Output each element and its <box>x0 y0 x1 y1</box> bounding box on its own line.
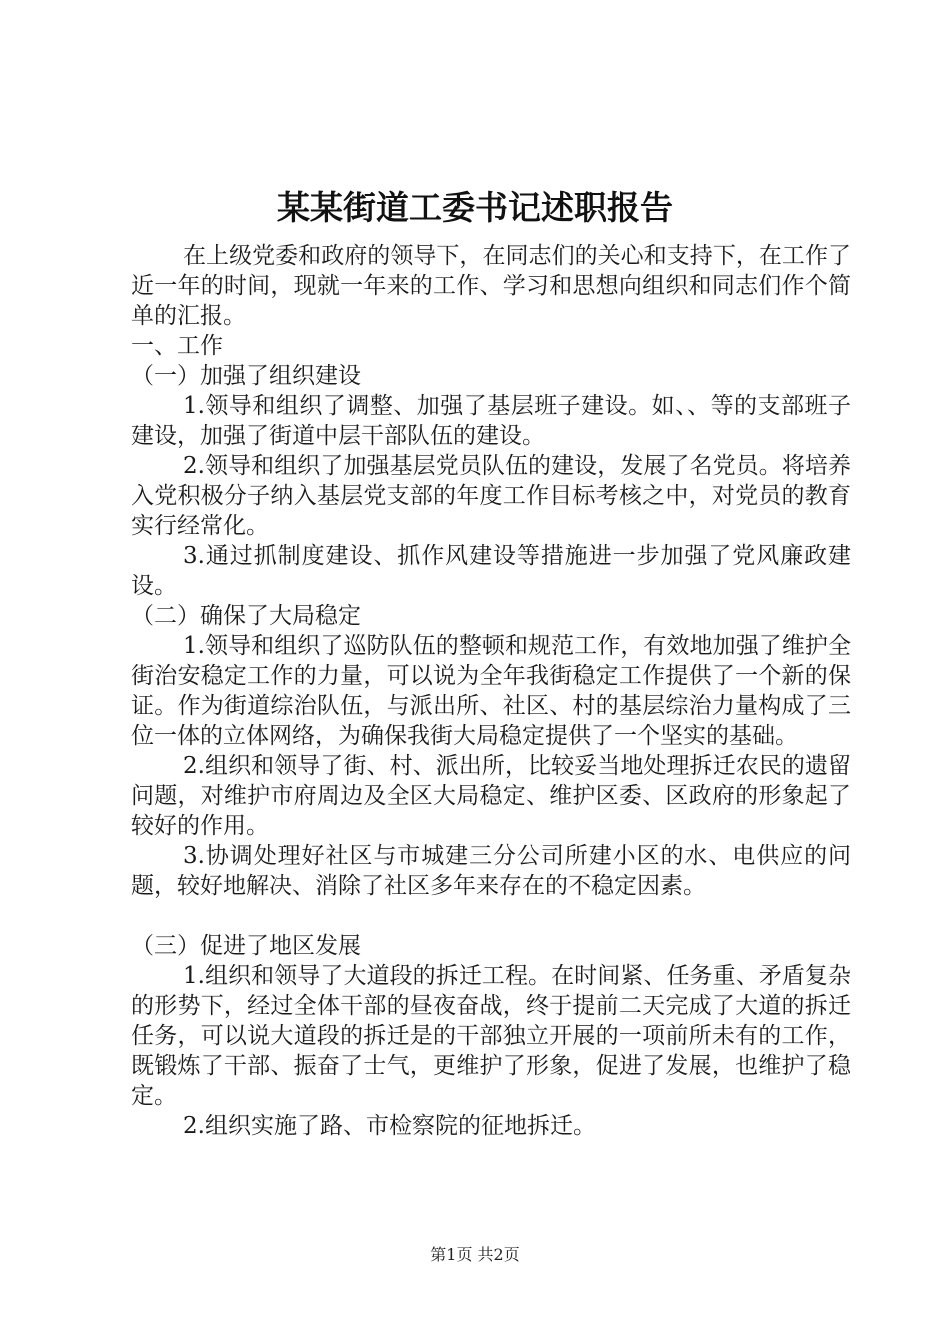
paragraph-2-2: 2.组织和领导了街、村、派出所，比较妥当地处理拆迁农民的遗留问题，对维护市府周边及全区大局稳定、维护区委、区政府的形象起了较好的作用。 <box>131 753 851 839</box>
subsection-heading-1: （一）加强了组织建设 <box>131 363 361 389</box>
paragraph-3-1: 1.组织和领导了大道段的拆迁工程。在时间紧、任务重、矛盾复杂的形势下，经过全体干部的昼夜奋战，终于提前二天完成了大道的拆迁任务，可以说大道段的拆迁是的干部独立开展的一项前所未有的工作，既锻炼了干部、振奋了士气，更维护了形象，促进了发展，也维护了稳定。 <box>131 963 851 1109</box>
paragraph-2-3: 3.协调处理好社区与市城建三分公司所建小区的水、电供应的问题，较好地解决、消除了社区多年来存在的不稳定因素。 <box>131 843 851 899</box>
paragraph-1-1: 1.领导和组织了调整、加强了基层班子建设。如、、等的支部班子建设，加强了街道中层干部队伍的建设。 <box>131 393 851 449</box>
intro-paragraph: 在上级党委和政府的领导下，在同志们的关心和支持下，在工作了近一年的时间，现就一年来的工作、学习和思想向组织和同志们作个简单的汇报。 <box>131 243 851 329</box>
paragraph-1-3: 3.通过抓制度建设、抓作风建设等措施进一步加强了党风廉政建设。 <box>131 543 851 599</box>
subsection-heading-2: （二）确保了大局稳定 <box>131 603 361 629</box>
page-footer: 第1页 共2页 <box>430 1245 520 1264</box>
paragraph-3-2: 2.组织实施了路、市检察院的征地拆迁。 <box>183 1113 596 1139</box>
section-heading-work: 一、工作 <box>131 333 223 359</box>
document-body <box>131 241 851 1141</box>
document-title: 某某街道工委书记述职报告 <box>277 188 673 227</box>
paragraph-1-2: 2.领导和组织了加强基层党员队伍的建设，发展了名党员。将培养入党积极分子纳入基层党支部的年度工作目标考核之中，对党员的教育实行经常化。 <box>131 453 851 539</box>
paragraph-2-1: 1.领导和组织了巡防队伍的整顿和规范工作，有效地加强了维护全街治安稳定工作的力量，可以说为全年我街稳定工作提供了一个新的保证。作为街道综治队伍，与派出所、社区、村的基层综治力量构成了三位一体的立体网络，为确保我街大局稳定提供了一个坚实的基础。 <box>131 633 851 749</box>
subsection-heading-3: （三）促进了地区发展 <box>131 933 361 959</box>
